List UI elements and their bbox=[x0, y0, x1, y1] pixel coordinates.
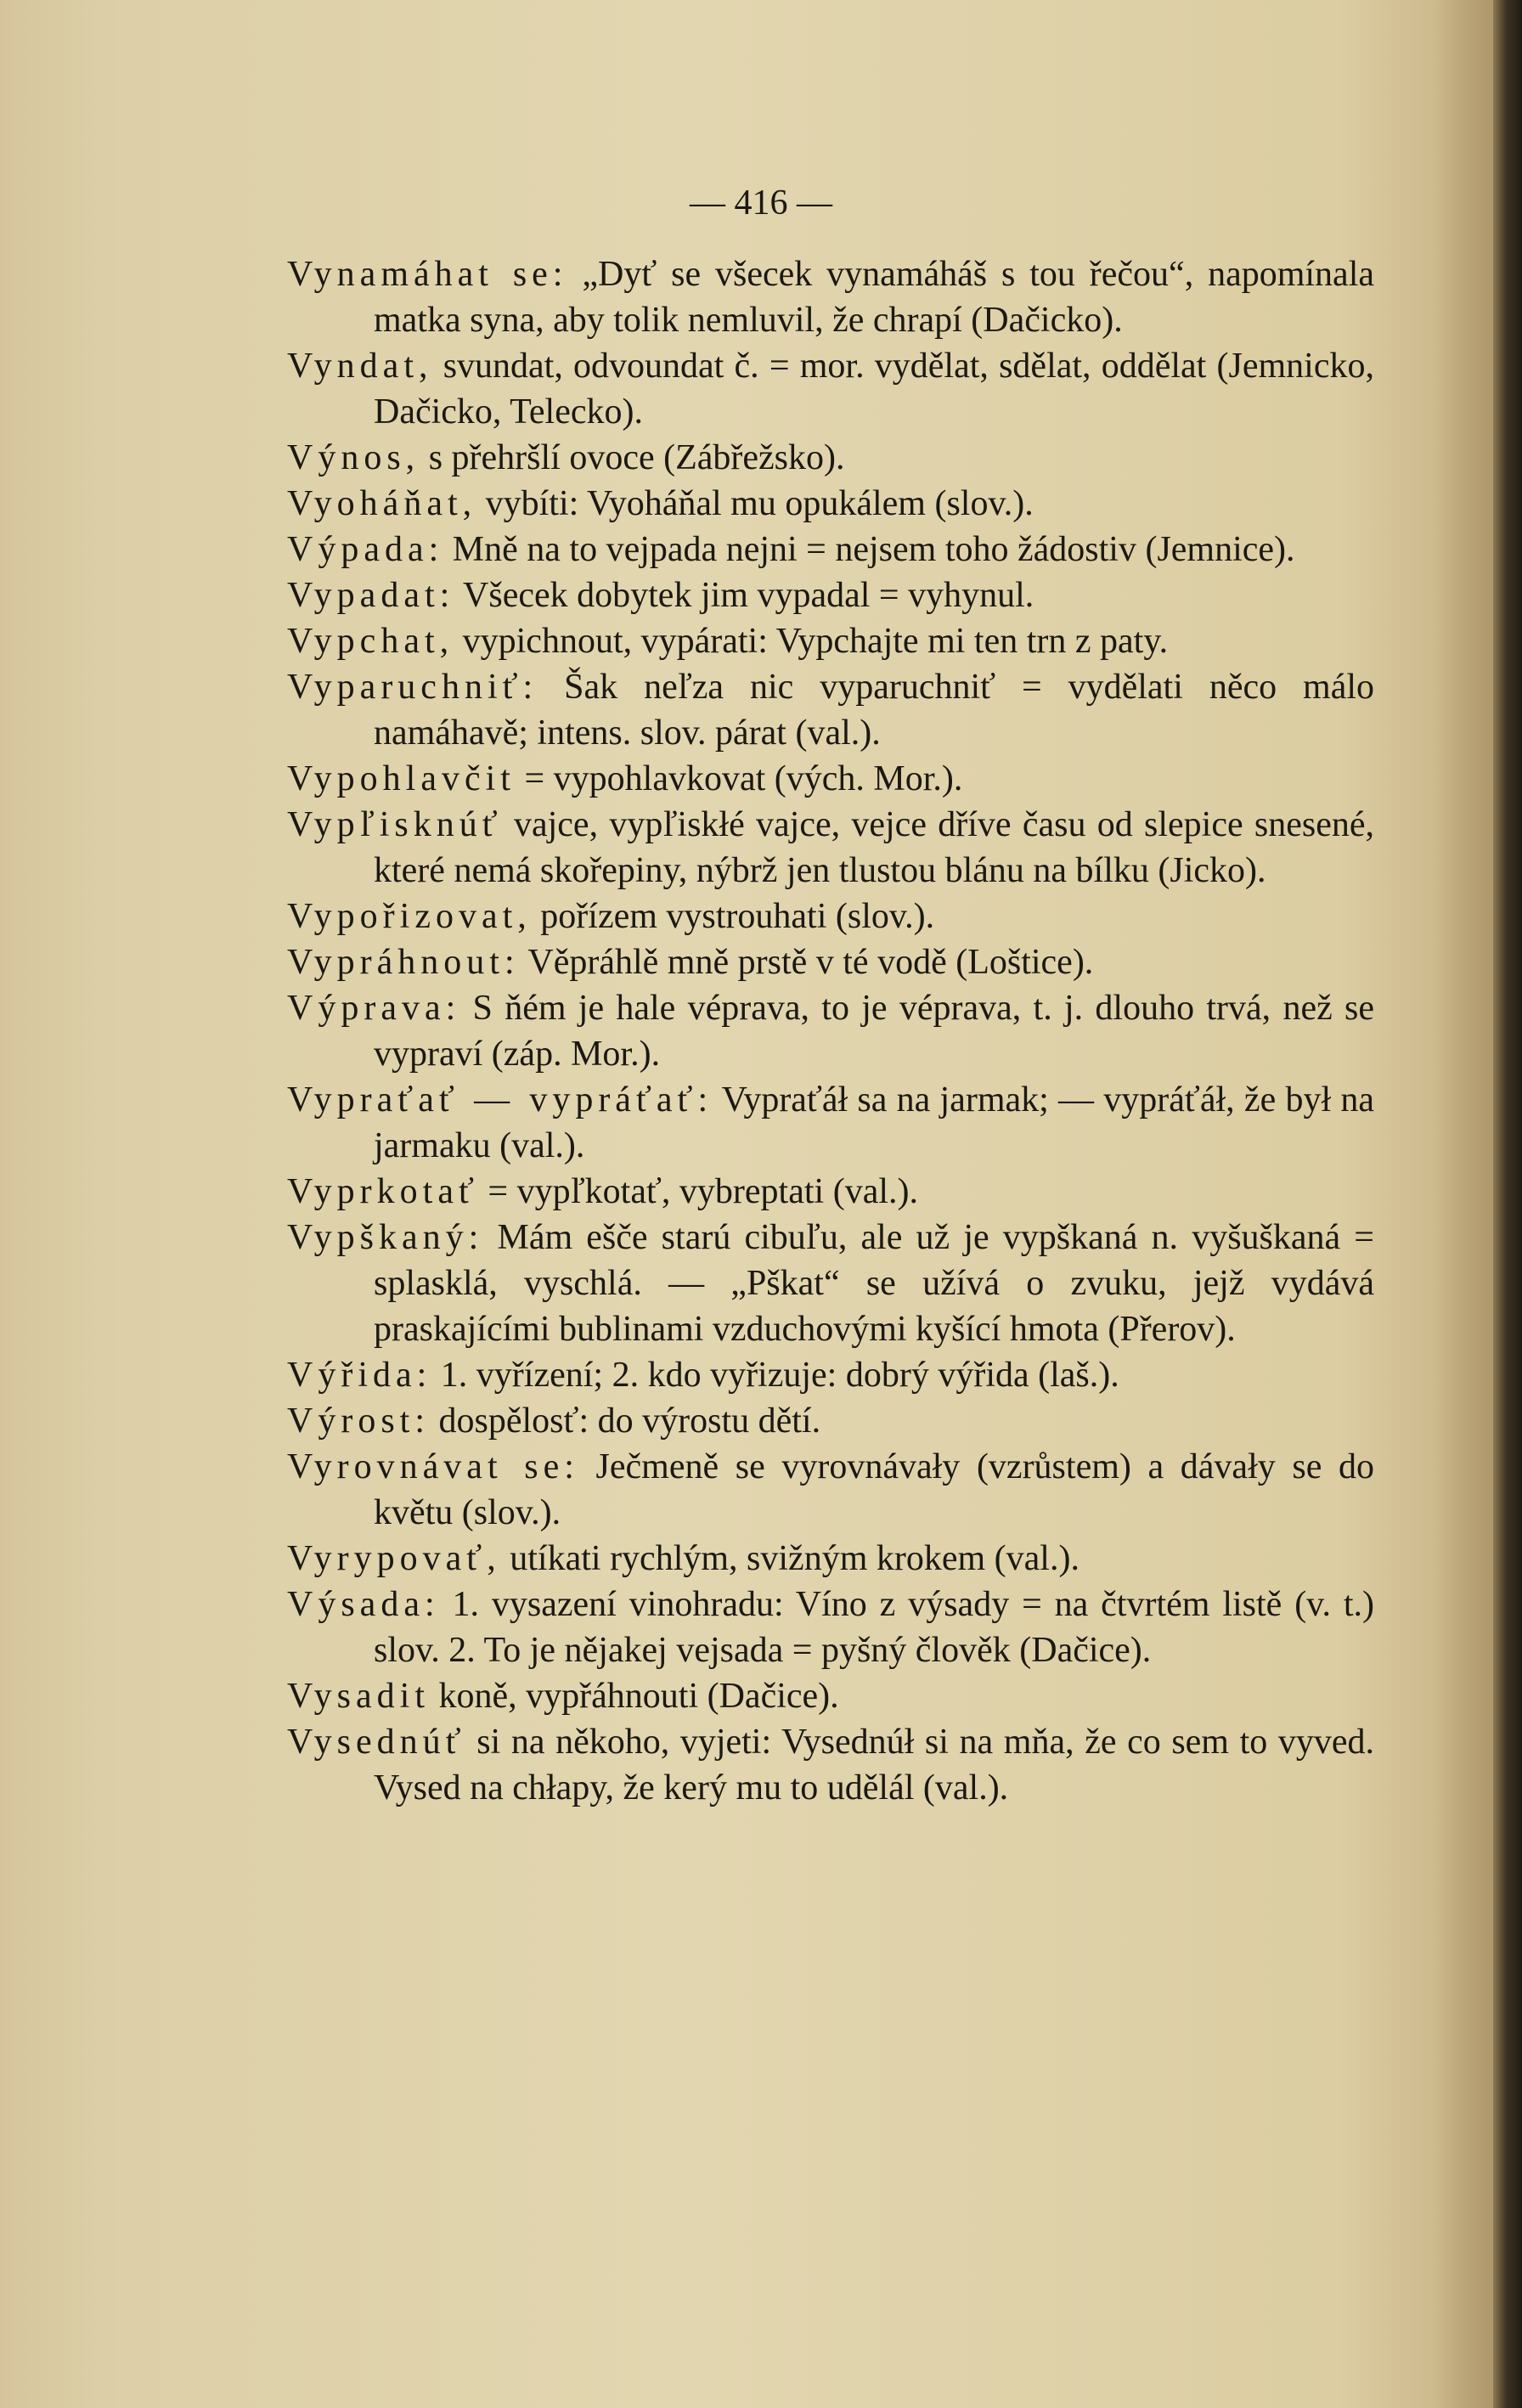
entry-headword: Vyparuchniť: bbox=[287, 668, 538, 707]
entry bbox=[287, 618, 1374, 664]
entry bbox=[287, 1169, 1374, 1215]
entry-headword: Vyprkotať bbox=[287, 1172, 479, 1211]
entry bbox=[287, 1352, 1374, 1398]
entry-text: „Dyť se všecek vynamáháš s tou řečou“, napomínala matka syna, aby tolik nemluvil, že chrapí (Dačicko). bbox=[374, 255, 1375, 340]
entry-text: dospělosť: do výrostu dětí. bbox=[430, 1401, 821, 1441]
book-spine bbox=[1493, 0, 1522, 2408]
entry-headword: Vynamáhat se: bbox=[287, 255, 568, 294]
entry-text: Šak neľza nic vyparuchniť = vydělati něco málo namáhavě; intens. slov. párat (val.). bbox=[374, 668, 1374, 753]
entry bbox=[287, 894, 1374, 939]
spine-shadow bbox=[1434, 0, 1493, 2408]
entry-text: si na někoho, vyjeti: Vysednúł si na mňa, že co sem to vyved. Vysed na chłapy, že kerý mu to udělál (val.). bbox=[374, 1723, 1374, 1807]
entry-headword: Vypškaný: bbox=[287, 1218, 484, 1257]
entry-text: Všecek dobytek jim vypadal = vyhynul. bbox=[454, 576, 1034, 615]
entry bbox=[287, 664, 1374, 756]
entry bbox=[287, 1398, 1374, 1444]
entry bbox=[287, 1536, 1374, 1582]
entry-headword: Vypraťať — vypráťať: bbox=[287, 1080, 713, 1119]
entry-text: 1. vysazení vinohradu: Víno z výsady = na čtvrtém listě (v. t.) slov. 2. To je nějakej vejsada = pyšný člověk (Dačice). bbox=[374, 1585, 1374, 1670]
entry-headword: Výsada: bbox=[287, 1585, 440, 1624]
entry-headword: Výpada: bbox=[287, 530, 444, 569]
entry bbox=[287, 1719, 1374, 1811]
entry-text: 1. vyřízení; 2. kdo vyřizuje: dobrý výřida (laš.). bbox=[431, 1356, 1119, 1395]
entry-text: S ňém je hale véprava, to je véprava, t. j. dlouho trvá, než se vypraví (záp. Mor.). bbox=[374, 989, 1374, 1074]
entry-text: Vypraťáł sa na jarmak; — vypráťáł, že był na jarmaku (val.). bbox=[374, 1080, 1374, 1165]
entry-text: = vypohlavkovat (vých. Mor.). bbox=[515, 759, 963, 798]
entry-text: vypichnout, vypárati: Vypchajte mi ten trn z paty. bbox=[454, 622, 1169, 661]
entry-text: Věpráhlě mně prstě v té vodě (Loštice). bbox=[519, 943, 1094, 982]
entry-text: Mně na to vejpada nejni = nejsem toho žádostiv (Jemnice). bbox=[443, 530, 1295, 569]
entry bbox=[287, 802, 1374, 894]
entry-headword: Vysadit bbox=[287, 1677, 430, 1716]
entry bbox=[287, 435, 1374, 481]
entry bbox=[287, 343, 1374, 435]
entry-headword: Vypohlavčit bbox=[287, 759, 516, 798]
entry-headword: Výprava: bbox=[287, 989, 461, 1028]
entry-text: koně, vypřáhnouti (Dačice). bbox=[430, 1677, 839, 1716]
dictionary-entries bbox=[287, 251, 1374, 1811]
entry-headword: Výnos, bbox=[287, 438, 420, 477]
entry bbox=[287, 572, 1374, 618]
entry-headword: Vysednúť bbox=[287, 1723, 466, 1762]
entry bbox=[287, 1444, 1374, 1536]
entry bbox=[287, 481, 1374, 527]
entry-text: Ječmeně se vyrovnávały (vzrůstem) a dávały se do květu (slov.). bbox=[374, 1447, 1374, 1532]
entry-headword: Vypořizovat, bbox=[287, 897, 532, 936]
entry bbox=[287, 251, 1374, 343]
entry-text: = vypľkotať, vybreptati (val.). bbox=[478, 1172, 918, 1211]
entry-headword: Vypadat: bbox=[287, 576, 455, 615]
entry-text: s přehršlí ovoce (Zábřežsko). bbox=[420, 438, 845, 477]
entry bbox=[287, 1215, 1374, 1352]
entry bbox=[287, 1673, 1374, 1719]
entry-text: Mám ešče starú cibuľu, ale už je vypškaná n. vyšuškaná = splasklá, vyschlá. — „Pškat“ se užívá o zvuku, jejž vydává praskajícími bublinami vzduchovými kyšící hmota (Přerov). bbox=[374, 1218, 1374, 1349]
entry bbox=[287, 939, 1374, 985]
entry bbox=[287, 985, 1374, 1077]
entry bbox=[287, 1582, 1374, 1673]
entry-headword: Vyrypovať, bbox=[287, 1539, 501, 1578]
entry-headword: Výrost: bbox=[287, 1401, 430, 1441]
entry bbox=[287, 1077, 1374, 1169]
entry-headword: Vypľisknúť bbox=[287, 805, 503, 844]
entry-headword: Vyndat, bbox=[287, 347, 433, 386]
entry bbox=[287, 527, 1374, 572]
entry-headword: Vypráhnout: bbox=[287, 943, 520, 982]
entry-text: utíkati rychlým, svižným krokem (val.). bbox=[500, 1539, 1079, 1578]
entry-headword: Vypchat, bbox=[287, 622, 454, 661]
entry-text: vajce, vypľiskłé vajce, vejce dříve času od slepice snesené, které nemá skořepiny, nýbrž jen tlustou blánu na bílku (Jicko). bbox=[374, 805, 1374, 890]
page-number: — 416 — bbox=[690, 183, 832, 223]
entry bbox=[287, 756, 1374, 802]
entry-headword: Výřida: bbox=[287, 1356, 432, 1395]
entry-text: pořízem vystrouhati (slov.). bbox=[531, 897, 935, 936]
entry-text: vybíti: Vyoháňal mu opukálem (slov.). bbox=[476, 484, 1034, 523]
entry-headword: Vyoháňat, bbox=[287, 484, 477, 523]
entry-headword: Vyrovnávat se: bbox=[287, 1447, 579, 1486]
entry-text: svundat, odvoundat č. = mor. vydělat, sdělat, oddělat (Jemnicko, Dačicko, Telecko). bbox=[374, 347, 1374, 431]
